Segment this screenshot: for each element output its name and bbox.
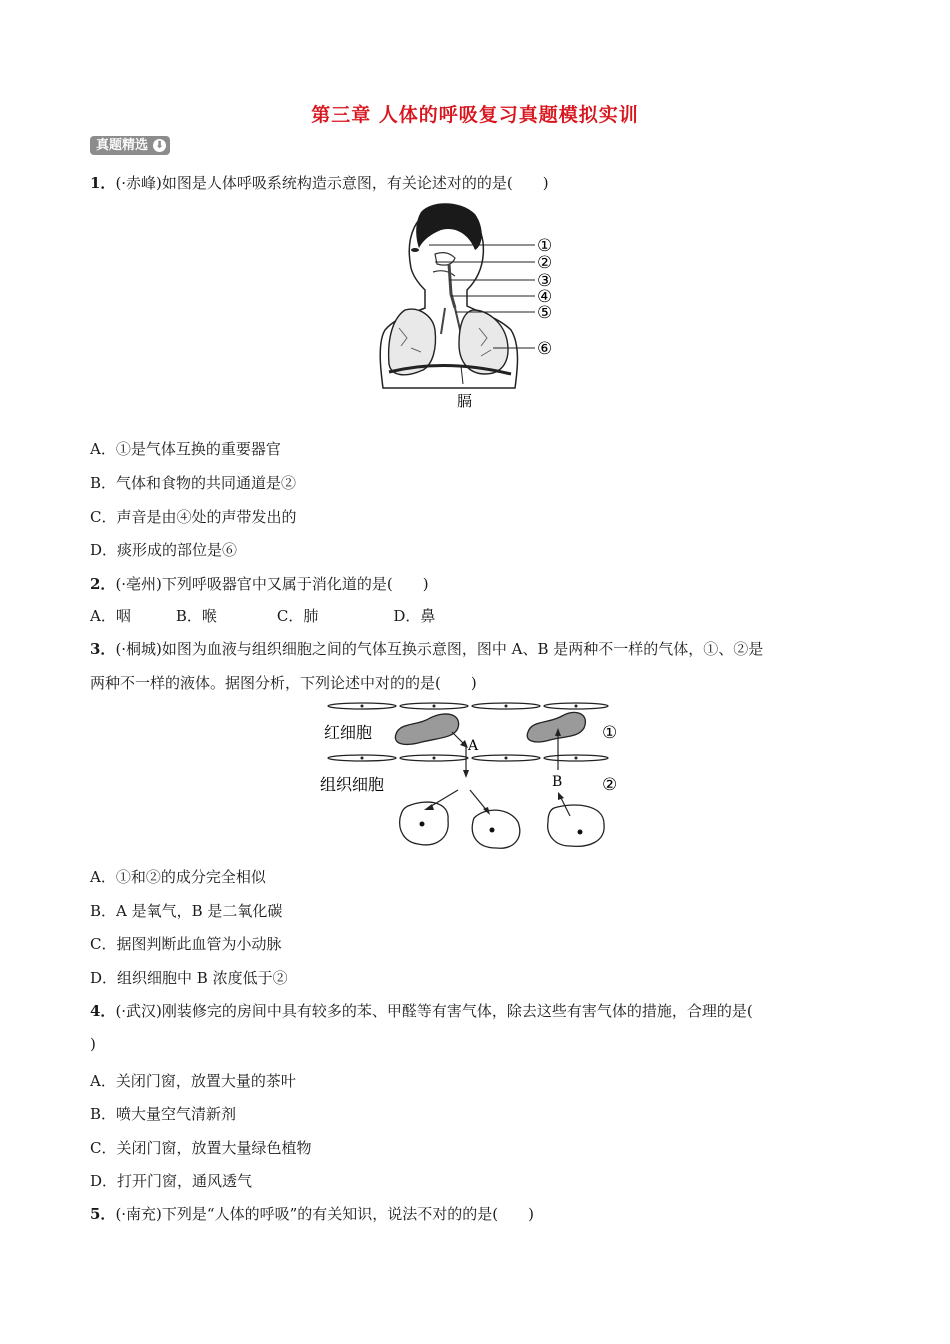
respiratory-system-figure: [375, 198, 585, 412]
question-stem-continued: 两种不一样的液体。据图分析，下列论述中对的的是( ): [90, 674, 477, 692]
option: B．喷大量空气清新剂: [90, 1105, 237, 1123]
option: D．痰形成的部位是⑥: [90, 541, 238, 559]
question-number: 3．: [90, 640, 116, 658]
diaphragm-label: 膈: [457, 392, 473, 410]
label-3: ③: [537, 271, 553, 291]
question-5: [90, 1203, 534, 1224]
gas-a-label: A: [468, 738, 479, 754]
page-title: 第三章 人体的呼吸复习真题模拟实训: [311, 104, 639, 126]
liquid-2-label: ②: [602, 775, 618, 795]
tissue-cell: [548, 805, 604, 846]
liquid-1-label: ①: [602, 723, 618, 743]
question-2: [90, 573, 429, 594]
option: C．关闭门窗，放置大量绿色植物: [90, 1139, 312, 1157]
question-stem-continued: ): [90, 1035, 96, 1053]
question-number: 4．: [90, 1002, 116, 1020]
section-badge-label: 真题精选: [96, 138, 149, 153]
question-stem: (·南充)下列是“人体的呼吸”的有关知识，说法不对的的是( ): [115, 1205, 534, 1223]
option: D．打开门窗，通风透气: [90, 1172, 253, 1190]
red-blood-cell: [395, 714, 458, 744]
section-badge: [90, 136, 170, 155]
question-stem: (·亳州)下列呼吸器官中又属于消化道的是( ): [115, 575, 429, 593]
question-number: 5．: [90, 1205, 116, 1223]
option: B．气体和食物的共同通道是②: [90, 474, 297, 492]
question-stem: (·桐城)如图为血液与组织细胞之间的气体互换示意图，图中 A、B 是两种不一样的气体，①、②是: [115, 640, 764, 658]
option: C．声音是由④处的声带发出的: [90, 508, 297, 526]
label-1: ①: [537, 236, 553, 256]
option: B．A 是氧气，B 是二氧化碳: [90, 902, 283, 920]
option-row: A．咽 B．喉 C．肺 D．鼻: [90, 607, 436, 625]
tissue-cell: [472, 810, 519, 848]
option: A．关闭门窗，放置大量的茶叶: [90, 1072, 296, 1090]
option: C．据图判断此血管为小动脉: [90, 935, 282, 953]
option: A．①和②的成分完全相似: [90, 868, 266, 886]
question-3: [90, 638, 763, 659]
gas-exchange-figure: [318, 698, 638, 858]
option: A．①是气体互换的重要器官: [90, 440, 281, 458]
question-number: 1．: [90, 174, 116, 192]
question-stem: (·赤峰)如图是人体呼吸系统构造示意图，有关论述对的的是( ): [115, 174, 549, 192]
label-2: ②: [537, 253, 553, 273]
question-number: 2．: [90, 575, 116, 593]
tissue-cell-label: 组织细胞: [320, 775, 385, 794]
question-4: [90, 1000, 753, 1021]
option: D．组织细胞中 B 浓度低于②: [90, 969, 288, 987]
label-5: ⑤: [537, 303, 553, 323]
label-4: ④: [537, 287, 553, 307]
badge-arrow-icon: ⬇: [153, 139, 166, 152]
rbc-label: 红细胞: [324, 723, 373, 742]
label-6: ⑥: [537, 339, 553, 359]
question-1: [90, 172, 549, 193]
gas-b-label: B: [552, 774, 563, 790]
question-stem: (·武汉)刚装修完的房间中具有较多的苯、甲醛等有害气体，除去这些有害气体的措施，合理的是(: [115, 1002, 753, 1020]
red-blood-cell: [527, 712, 585, 742]
